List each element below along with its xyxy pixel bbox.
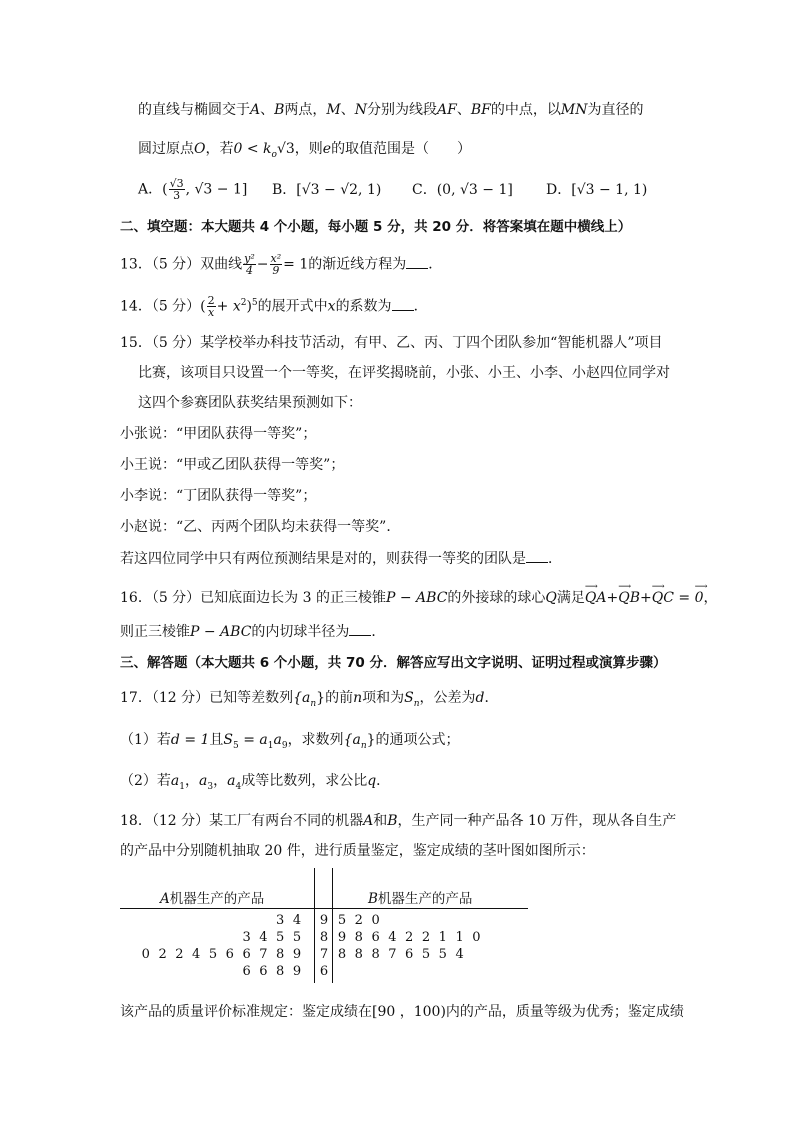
q15-line3: 这四个参赛团队获奖结果预测如下： (138, 395, 362, 411)
fraction: $\frac{√3}{3}$ (169, 177, 184, 202)
right-leaf: 8 (371, 947, 380, 962)
q18-line2: 的产品中分别随机抽取 20 件，进行质量鉴定，鉴定成绩的茎叶图如图所示： (120, 843, 595, 859)
left-leaf: 4 (292, 913, 302, 928)
left-leaf: 8 (276, 964, 285, 979)
q12-line2: 圆过原点O，若$0 < k_o√3$，则e的取值范围是（ ） (138, 141, 472, 160)
right-leaf: 5 (421, 947, 431, 962)
answer-blank[interactable] (349, 623, 371, 636)
answer-blank[interactable] (406, 256, 428, 269)
left-leaf: 2 (158, 947, 167, 962)
answer-blank[interactable] (392, 298, 414, 311)
stem: 7 (319, 947, 329, 962)
q15-line1: 15．（5 分）某学校举办科技节活动，有甲、乙、丙、丁四个团队参加“智能机器人”项目 (120, 335, 663, 351)
right-leaf: 6 (371, 930, 380, 945)
left-leaf: 0 (141, 947, 150, 962)
q12-choice-a: A．( $\frac{√3}{3}$ , √3 − 1] (138, 177, 248, 202)
answer-blank[interactable] (526, 550, 548, 563)
q12-choice-c: C．(0, √3 − 1] (412, 182, 513, 198)
left-header: A机器生产的产品 (160, 891, 265, 907)
right-leaf: 9 (337, 930, 347, 945)
right-leaf: 8 (354, 930, 363, 945)
right-leaf: 4 (455, 947, 464, 962)
right-leaf: 5 (337, 913, 347, 928)
q15-ask: 若这四位同学中只有两位预测结果是对的，则获得一等奖的团队是 ． (120, 551, 562, 567)
right-leaf: 7 (388, 947, 397, 962)
section-3-heading: 三、解答题（本大题共 6 个小题，共 70 分．解答应写出文字说明、证明过程或演算步骤） (120, 655, 667, 671)
left-leaf: 6 (242, 947, 251, 962)
right-leaf: 0 (371, 913, 380, 928)
left-leaf: 6 (259, 964, 268, 979)
right-leaf: 2 (405, 930, 414, 945)
right-leaf: 6 (405, 947, 414, 962)
stem-leaf-row (120, 946, 530, 963)
left-leaf: 9 (292, 964, 302, 979)
q14: 14．（5 分）( $\frac{2}{x}$ + $x^2)^5$的展开式中x的系数为 ． (120, 294, 428, 320)
q15-wang: 小王说：“甲或乙团队获得一等奖”； (120, 457, 345, 473)
left-leaf: 9 (292, 947, 302, 962)
stem-leaf-row (120, 912, 530, 929)
left-leaf: 4 (192, 947, 201, 962)
stem-leaf-row (120, 929, 530, 946)
right-leaf: 4 (388, 930, 397, 945)
right-leaf: 1 (455, 930, 464, 945)
q15-li: 小李说：“丁团队获得一等奖”； (120, 488, 317, 504)
left-leaf: 6 (225, 947, 234, 962)
q12-choice-d: D．[√3 − 1, 1) (546, 182, 648, 198)
left-leaf: 3 (276, 913, 285, 928)
left-leaf: 8 (276, 947, 285, 962)
q17-part2: （2）若$a_1$，$a_3$，$a_4$成等比数列，求公比q． (120, 773, 391, 792)
stem: 8 (319, 930, 329, 945)
q17-part1: （1）若d = 1且$S_5 = a_1a_9$，求数列$\{a_n\}$的通项公式； (120, 732, 460, 751)
right-leaf: 8 (354, 947, 363, 962)
left-leaf: 2 (175, 947, 184, 962)
left-leaf: 6 (242, 964, 251, 979)
q16-line2: 则正三棱锥P − ABC的内切球半径为 ． (120, 624, 386, 640)
left-leaf: 7 (259, 947, 268, 962)
right-leaf: 1 (438, 930, 447, 945)
stem: 9 (319, 913, 329, 928)
stem: 6 (319, 964, 329, 979)
left-leaf: 3 (242, 930, 251, 945)
stem-leaf-row (120, 963, 530, 980)
right-leaf: 8 (337, 947, 347, 962)
left-leaf: 5 (292, 930, 302, 945)
q12-line1: 的直线与椭圆交于A、B两点，M、N分别为线段AF、BF的中点，以MN为直径的 (138, 102, 644, 118)
right-leaf: 2 (421, 930, 431, 945)
right-leaf: 0 (472, 930, 481, 945)
stem-leaf-plot (120, 868, 530, 983)
left-leaf: 4 (259, 930, 268, 945)
left-leaf: 5 (276, 930, 285, 945)
q15-line2: 比赛，该项目只设置一个一等奖，在评奖揭晓前，小张、小王、小李、小赵四位同学对 (138, 365, 670, 381)
q17-line1: 17．（12 分）已知等差数列$\{a_n\}$的前n项和为$S_n$，公差为d． (120, 690, 499, 709)
q13: 13．（5 分）双曲线 $\frac{\text{y²}}{4}$ − $\frac{\text{x²}}{9}$ = 1的渐近线方程为 ． (120, 252, 443, 277)
left-leaf: 5 (208, 947, 218, 962)
right-header: B机器生产的产品 (368, 891, 473, 907)
q16-line1: 16．（5 分）已知底面边长为 3 的正三棱锥P − ABC的外接球的球心Q满足⟶ QA+⟶ QB+⟶ QC = ⟶ 0， (120, 588, 717, 608)
section-2-heading: 二、填空题：本大题共 4 个小题，每小题 5 分，共 20 分．将答案填在题中横线上） (120, 219, 632, 235)
right-leaf: 5 (438, 947, 447, 962)
q18-bottom: 该产品的质量评价标准规定：鉴定成绩在[90 ，100)内的产品，质量等级为优秀；鉴定成绩 (120, 1004, 684, 1020)
q15-zhao: 小赵说：“乙、丙两个团队均未获得一等奖”． (120, 519, 401, 535)
right-leaf: 2 (354, 913, 363, 928)
q12-choice-b: B．[√3 − √2, 1) (272, 182, 382, 198)
header-rule (120, 908, 528, 909)
q15-zhang: 小张说：“甲团队获得一等奖”； (120, 426, 317, 442)
q18-line1: 18．（12 分）某工厂有两台不同的机器A和B，生产同一种产品各 10 万件，现从各自生产 (120, 813, 677, 829)
